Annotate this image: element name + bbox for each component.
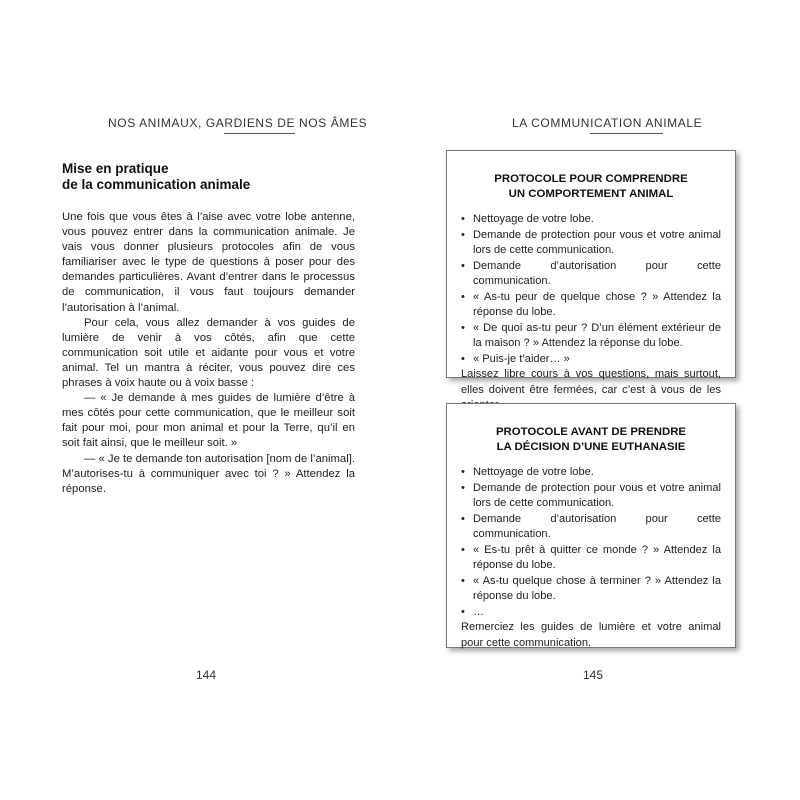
running-head-right-part3: IMALE	[663, 116, 703, 130]
bullet-icon: •	[461, 481, 465, 494]
protocol-box-behavior	[446, 150, 736, 396]
list-item-text: Demande de protection pour vous et votre animal lors de cette communication.	[473, 481, 721, 509]
bullet-icon: •	[461, 213, 465, 225]
bullet-icon: •	[461, 543, 465, 556]
protocol-closing-text: Remerciez les guides de lumière et votre animal pour cette communication.	[461, 621, 721, 649]
list-item-text: « As-tu quelque chose à terminer ? » Attendez la réponse du lobe.	[473, 574, 721, 602]
list-item	[461, 481, 721, 512]
box-title-line2: UN COMPORTEMENT ANIMAL	[508, 188, 674, 200]
bullet-icon: •	[461, 574, 465, 587]
list-item	[461, 259, 721, 290]
running-head-left-part3: NOS ÂMES	[295, 116, 368, 130]
bullet-icon: •	[461, 228, 465, 241]
list-item	[461, 605, 721, 621]
list-item-text: …	[473, 605, 485, 618]
running-head-left-part1: NOS ANIMAUX, GA	[108, 116, 225, 130]
list-item	[461, 212, 721, 228]
body-text	[62, 210, 355, 497]
protocol-box-euthanasia	[446, 403, 736, 648]
bullet-icon: •	[461, 321, 465, 334]
list-item	[461, 228, 721, 259]
bullet-icon: •	[461, 259, 465, 272]
paragraph-3: — « Je demande à mes guides de lumière d’être à mes côtés pour cette communication, que le meilleur soit fait pour moi, pour mon animal et pour la Terre, qu’il en soit fait ainsi, que le meilleur soit. »	[62, 392, 355, 450]
bullet-icon: •	[461, 466, 465, 478]
list-item	[461, 465, 721, 481]
list-item	[461, 543, 721, 574]
list-item	[461, 574, 721, 605]
list-item-text: Nettoyage de votre lobe.	[473, 213, 594, 225]
running-head-right-underlined: ICATION AN	[590, 116, 664, 130]
list-item-text: « De quoi as-tu peur ? D’un élément extérieur de la maison ? » Attendez la réponse du lobe.	[473, 321, 721, 349]
running-head-left	[108, 116, 367, 130]
bullet-icon: •	[461, 352, 465, 365]
box-title-line1: PROTOCOLE AVANT DE PRENDRE	[495, 426, 687, 438]
protocol-closing-text: Laissez libre cours à vos questions, mais surtout, elles doivent être fermées, car c’est à vous de les	[461, 368, 721, 396]
protocol-list	[461, 212, 721, 367]
bullet-icon: •	[461, 290, 465, 303]
list-item-text: « As-tu peur de quelque chose ? » Attendez la réponse du lobe.	[473, 290, 721, 318]
protocol-box-title	[461, 172, 721, 202]
page-number-left: 144	[196, 668, 217, 682]
list-item	[461, 512, 721, 543]
list-item-text: Demande d’autorisation pour cette communication.	[473, 259, 721, 287]
bullet-icon: •	[461, 605, 465, 618]
list-item	[461, 321, 721, 352]
protocol-list	[461, 465, 721, 620]
list-item-text: Nettoyage de votre lobe.	[473, 466, 594, 478]
list-item	[461, 290, 721, 321]
section-title-line1: Mise en pratique	[62, 161, 169, 176]
paragraph-1: Une fois que vous êtes à l’aise avec votre lobe antenne, vous pouvez entrer dans la communication animale. Je vais vous donner plusieurs protocoles afin de vous familiariser avec le type de questions à poser pour des demandes particulières. Avant d’entrer dans le processus de communication, il vous faut toujours demander l’autorisation à l’animal.	[62, 211, 355, 314]
list-item-text: Demande d’autorisation pour cette communication.	[473, 512, 721, 540]
protocol-box-title	[461, 425, 721, 455]
running-head-right	[512, 116, 702, 130]
list-item-text: « Puis-je t’aider… »	[473, 352, 570, 365]
right-page	[400, 0, 800, 800]
section-title	[62, 161, 362, 193]
box-title-line2: LA DÉCISION D’UNE EUTHANASIE	[496, 441, 686, 453]
running-head-right-part1: LA COMMUN	[512, 116, 591, 130]
section-title-line2: de la communication animale	[62, 177, 251, 192]
list-item-text: « Es-tu prêt à quitter ce monde ? » Attendez la réponse du lobe.	[473, 543, 721, 571]
list-item	[461, 352, 721, 368]
paragraph-2: Pour cela, vous allez demander à vos guides de lumière de venir à vos côtés, afin que cette communication soit utile et aidante pour vous et votre animal. Tel un mantra à réciter, vous pouvez dire ces phrases à voix haute ou à voix basse :	[62, 316, 355, 390]
page-number-right: 145	[583, 668, 604, 682]
running-head-left-underlined: RDIENS DE	[224, 116, 296, 130]
box-title-line1: PROTOCOLE POUR COMPRENDRE	[494, 173, 688, 185]
list-item-text: Demande de protection pour vous et votre animal lors de cette communication.	[473, 228, 721, 256]
bullet-icon: •	[461, 512, 465, 525]
paragraph-4: — « Je te demande ton autorisation [nom de l’animal]. M’autorises-tu à communiquer avec toi ? » Attendez la réponse.	[62, 452, 355, 495]
